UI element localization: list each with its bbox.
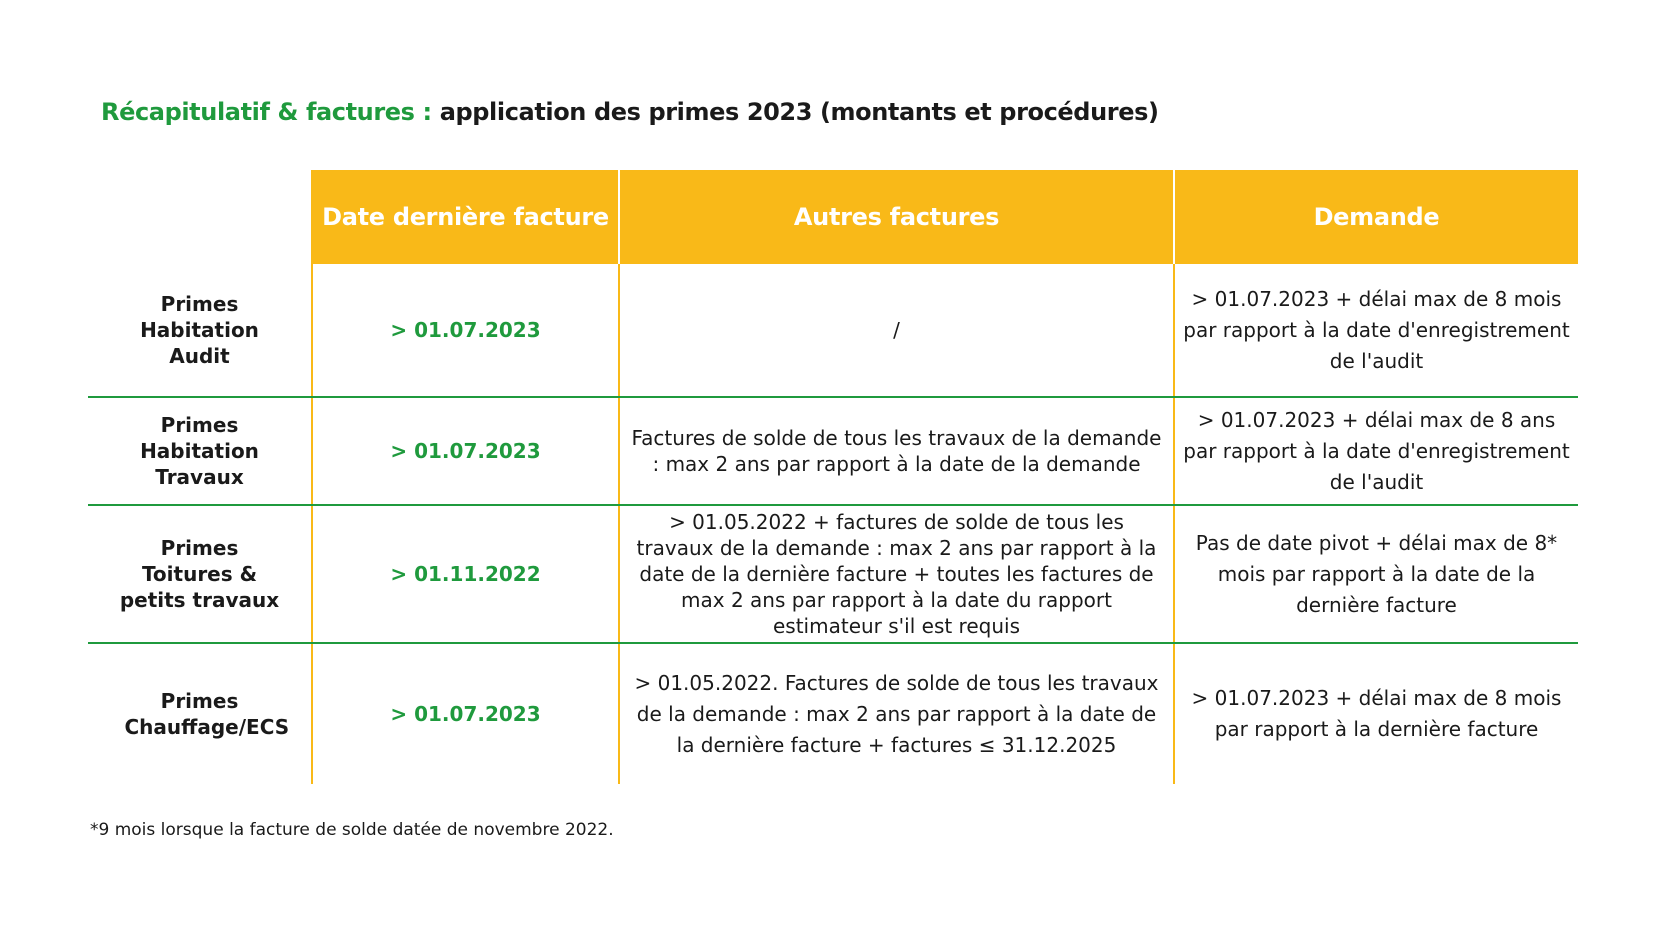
header-other-invoices: Autres factures <box>619 170 1174 264</box>
table-row <box>88 505 1578 643</box>
row-label-text: Primes Toitures & petits travaux <box>119 536 280 612</box>
row-date: > 01.07.2023 <box>312 264 619 397</box>
row-label-text: Primes Habitation Travaux <box>140 413 259 489</box>
table-row <box>88 264 1578 397</box>
row-label-text: Primes Habitation Audit <box>140 292 259 368</box>
row-demand: > 01.07.2023 + délai max de 8 mois par rapport à la date d'enregistrement de l'audit <box>1174 264 1578 397</box>
row-date: > 01.07.2023 <box>312 643 619 784</box>
title-accent: Récapitulatif & factures : <box>101 98 432 126</box>
header-empty-cell <box>88 170 312 264</box>
page-title <box>101 98 1159 126</box>
header-demand: Demande <box>1174 170 1578 264</box>
row-label-text: Primes Chauffage/ECS <box>124 689 290 739</box>
row-label <box>88 264 312 397</box>
table-row <box>88 643 1578 784</box>
table-header-row <box>88 170 1578 264</box>
row-demand: > 01.07.2023 + délai max de 8 mois par rapport à la dernière facture <box>1174 643 1578 784</box>
row-label <box>88 643 312 784</box>
table-row <box>88 397 1578 505</box>
title-rest: application des primes 2023 (montants et procédures) <box>431 98 1159 126</box>
row-demand: > 01.07.2023 + délai max de 8 ans par rapport à la date d'enregistrement de l'audit <box>1174 397 1578 505</box>
row-other-invoices: > 01.05.2022 + factures de solde de tous les travaux de la demande : max 2 ans par rapport à la date de la dernière facture + toutes les factures de max 2 ans par rapport à la date du rapport estimateur s'il est requis <box>619 505 1174 643</box>
row-date: > 01.07.2023 <box>312 397 619 505</box>
row-other-invoices: > 01.05.2022. Factures de solde de tous les travaux de la demande : max 2 ans par rapport à la date de la dernière facture + factures ≤ 31.12.2025 <box>619 643 1174 784</box>
row-demand: Pas de date pivot + délai max de 8* mois par rapport à la date de la dernière facture <box>1174 505 1578 643</box>
header-date: Date dernière facture <box>312 170 619 264</box>
footnote: *9 mois lorsque la facture de solde datée de novembre 2022. <box>90 820 614 840</box>
row-label <box>88 505 312 643</box>
row-other-invoices: / <box>619 264 1174 397</box>
recap-table <box>88 170 1578 784</box>
row-other-invoices: Factures de solde de tous les travaux de la demande : max 2 ans par rapport à la date de la demande <box>619 397 1174 505</box>
row-date: > 01.11.2022 <box>312 505 619 643</box>
row-label <box>88 397 312 505</box>
